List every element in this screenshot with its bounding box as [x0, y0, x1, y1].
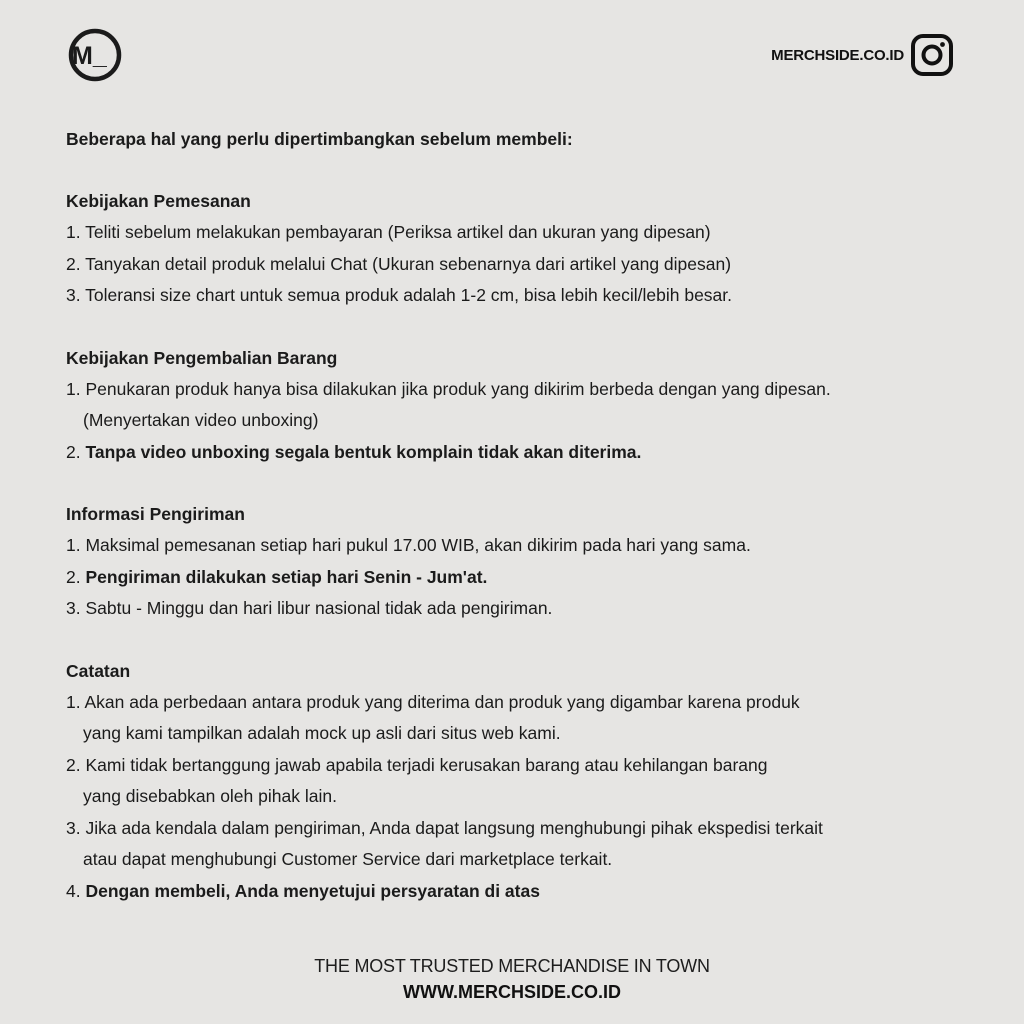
item-text: Tanpa video unboxing segala bentuk komplain tidak akan diterima.: [85, 441, 642, 462]
list-item: [66, 249, 966, 281]
intro-heading: Beberapa hal yang perlu dipertimbangkan sebelum membeli:: [66, 129, 573, 149]
list-item: [66, 374, 966, 406]
section-title: Kebijakan Pemesanan: [66, 191, 251, 211]
section-title: Kebijakan Pengembalian Barang: [66, 347, 338, 368]
item-text: Tanyakan detail produk melalui Chat (Ukuran sebenarnya dari artikel yang dipesan): [85, 253, 732, 274]
item-text: Kami tidak bertanggung jawab apabila terjadi kerusakan barang atau kehilangan barang: [85, 754, 768, 775]
item-text: Dengan membeli, Anda menyetujui persyaratan di atas: [85, 880, 540, 901]
instagram-icon[interactable]: [910, 33, 954, 77]
brand-link[interactable]: [771, 33, 954, 77]
item-number: 3.: [66, 598, 86, 618]
footer-tagline: THE MOST TRUSTED MERCHANDISE IN TOWN: [314, 956, 710, 976]
brand-name: MERCHSIDE.CO.ID: [771, 46, 904, 64]
item-number: 2.: [66, 566, 86, 587]
item-text: Akan ada perbedaan antara produk yang diterima dan produk yang digambar karena produk: [84, 691, 800, 712]
list-item: [66, 876, 966, 908]
merchside-logo: [68, 28, 122, 82]
item-number: 3.: [66, 285, 86, 305]
list-item: [66, 437, 966, 469]
list-item: [66, 280, 966, 312]
item-text: Pengiriman dilakukan setiap hari Senin - Jum'at.: [85, 566, 488, 587]
section-title: Catatan: [66, 660, 131, 681]
list-item: [66, 813, 966, 845]
list-item: [66, 217, 966, 249]
item-number: 2.: [66, 253, 86, 274]
item-text: Sabtu - Minggu dan hari libur nasional tidak ada pengiriman.: [85, 598, 553, 618]
list-item: [66, 530, 966, 562]
item-text: yang disebabkan oleh pihak lain.: [83, 786, 337, 806]
item-number: 3.: [66, 817, 86, 838]
list-item: [66, 593, 966, 625]
terms-content: [66, 124, 966, 907]
item-number: 1.: [66, 378, 86, 399]
policy-section: [66, 656, 966, 908]
item-text: Jika ada kendala dalam pengiriman, Anda dapat langsung menghubungi pihak ekspedisi terkait: [85, 817, 823, 838]
item-number: 1.: [66, 535, 86, 555]
section-title: Informasi Pengiriman: [66, 504, 245, 524]
policy-section: [66, 186, 966, 312]
item-number: 1.: [66, 222, 86, 242]
item-text: Penukaran produk hanya bisa dilakukan jika produk yang dikirim berbeda dengan yang dipesan.: [85, 378, 831, 399]
item-number: 1.: [66, 691, 85, 712]
item-number: 4.: [66, 880, 86, 901]
footer-url[interactable]: WWW.MERCHSIDE.CO.ID: [403, 982, 621, 1002]
logo-text: M_: [72, 42, 107, 70]
item-text: Teliti sebelum melakukan pembayaran (Periksa artikel dan ukuran yang dipesan): [85, 222, 711, 242]
item-number: 2.: [66, 441, 86, 462]
item-text: Toleransi size chart untuk semua produk adalah 1-2 cm, bisa lebih kecil/lebih besar.: [85, 285, 733, 305]
item-text: Maksimal pemesanan setiap hari pukul 17.00 WIB, akan dikirim pada hari yang sama.: [85, 535, 751, 555]
item-text: atau dapat menghubungi Customer Service dari marketplace terkait.: [83, 849, 613, 869]
item-text: yang kami tampilkan adalah mock up asli dari situs web kami.: [83, 723, 561, 743]
policy-section: [66, 499, 966, 625]
footer: [0, 953, 1024, 1005]
list-item: [66, 687, 966, 719]
item-number: 2.: [66, 754, 86, 775]
item-text: (Menyertakan video unboxing): [83, 410, 319, 430]
list-item: [66, 405, 966, 437]
list-item: [66, 718, 966, 750]
list-item: [66, 750, 966, 782]
policy-section: [66, 343, 966, 469]
list-item: [66, 781, 966, 813]
list-item: [66, 844, 966, 876]
list-item: [66, 562, 966, 594]
